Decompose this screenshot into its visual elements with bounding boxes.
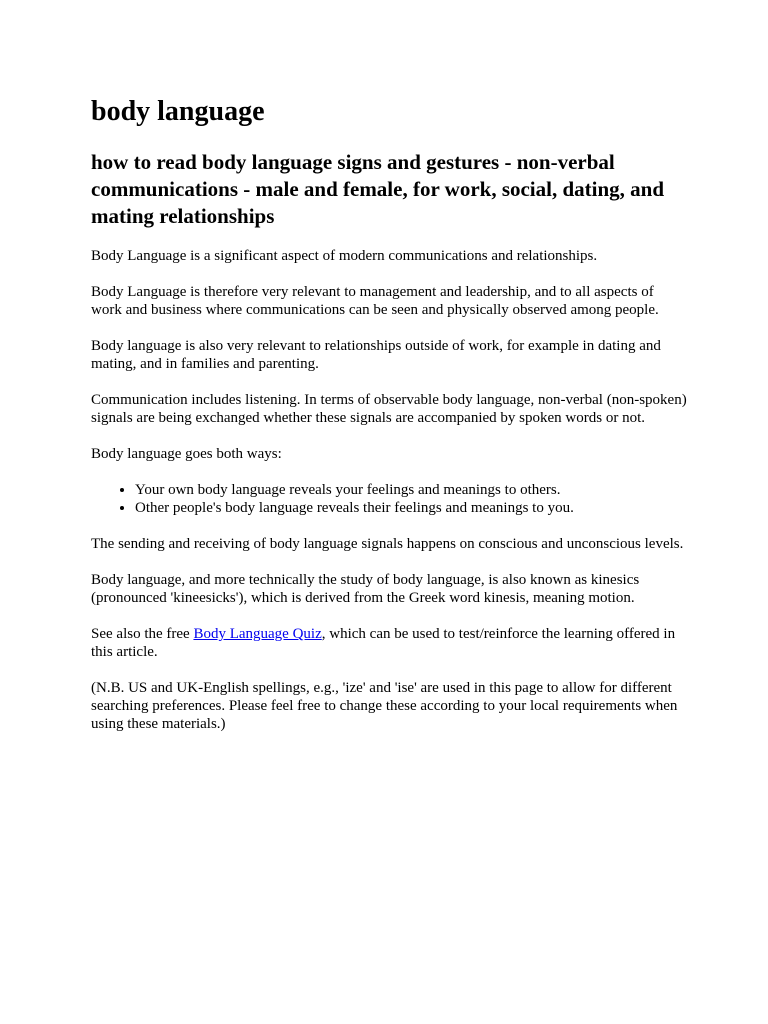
paragraph-management: Body Language is therefore very relevant to management and leadership, and to all aspects of work and business where communications can be seen and physically observed among people. — [91, 284, 659, 318]
paragraph-relationships: Body language is also very relevant to relationships outside of work, for example in dating and mating, and in families and parenting. — [91, 338, 661, 372]
list-item: • Your own body language reveals your feelings and meanings to others. — [135, 481, 688, 499]
page-subtitle: how to read body language signs and gestures - non-verbal communications - male and female, for work, social, dating, and mating relationships — [91, 150, 665, 228]
paragraph-kinesics: Body language, and more technically the study of body language, is also known as kinesics (pronounced 'kineesicks'), which is derived from the Greek word kinesis, meaning motion. — [91, 572, 640, 606]
paragraph-intro: Body Language is a significant aspect of modern communications and relationships. — [91, 248, 598, 264]
paragraph-quiz — [91, 625, 688, 661]
list-item: • Other people's body language reveals their feelings and meanings to you. — [135, 499, 688, 517]
paragraph-both-ways: Body language goes both ways: — [91, 446, 282, 462]
body-language-quiz-link[interactable]: Body Language Quiz — [193, 626, 322, 642]
paragraph-spelling-note: (N.B. US and UK-English spellings, e.g., 'ize' and 'ise' are used in this page to allow for different searching preferences. Please feel free to change these according to your local requirements when using these materials.) — [91, 680, 678, 732]
paragraph-signals: The sending and receiving of body language signals happens on conscious and unconscious levels. — [91, 536, 684, 552]
bullet-list — [91, 481, 688, 517]
quiz-text-before: See also the free — [91, 626, 194, 642]
paragraph-communication: Communication includes listening. In terms of observable body language, non-verbal (non-spoken) signals are being exchanged whether these signals are accompanied by spoken words or not. — [91, 392, 687, 426]
page-title: body language — [91, 96, 265, 127]
quiz-text-after: , which can be used to test/reinforce the learning offered in this article. — [91, 626, 676, 660]
